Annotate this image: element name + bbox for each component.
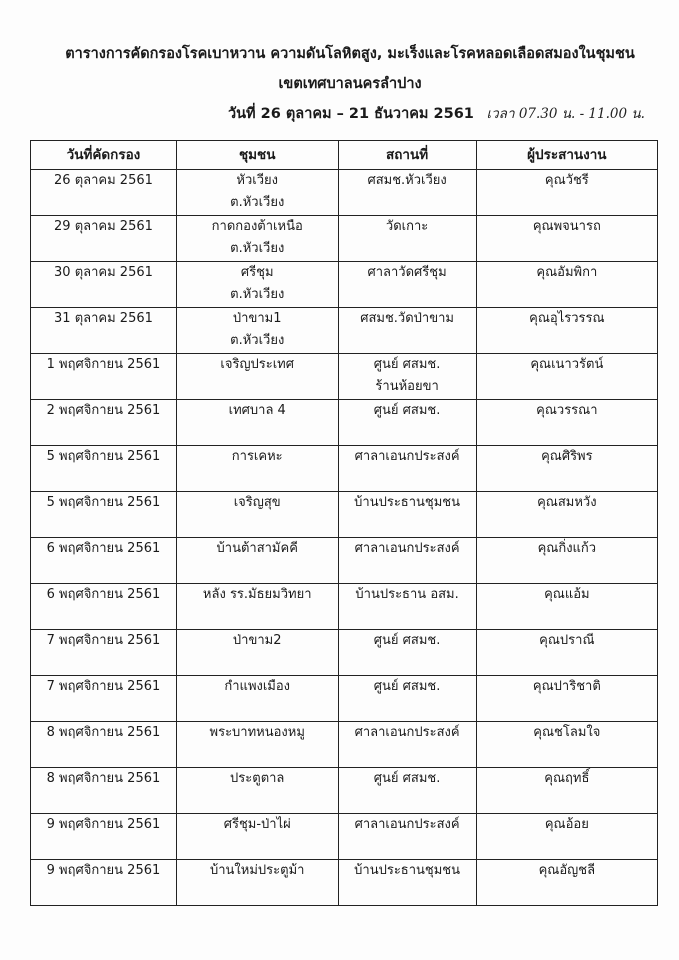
cell-place xyxy=(338,170,476,216)
cell-community-line: ประตูตาล xyxy=(230,771,285,786)
table-row xyxy=(31,262,658,308)
cell-date: 9 พฤศจิกายน 2561 xyxy=(31,860,177,906)
cell-place-line: ศูนย์ ศสมช. xyxy=(373,679,441,694)
table-body xyxy=(31,170,658,906)
cell-place xyxy=(338,768,476,814)
cell-community xyxy=(176,814,338,860)
cell-community xyxy=(176,308,338,354)
cell-community-line: เจริญสุข xyxy=(233,495,281,510)
document-subtitle: เขตเทศบาลนครลำปาง xyxy=(278,76,422,92)
cell-date: 26 ตุลาคม 2561 xyxy=(31,170,177,216)
cell-coordinator: คุณอัมพิกา xyxy=(476,262,657,308)
cell-coordinator: คุณอ้อย xyxy=(476,814,657,860)
document-title: ตารางการคัดกรองโรคเบาหวาน ความดันโลหิตสูง, มะเร็งและโรคหลอดเลือดสมองในชุมชน xyxy=(65,46,635,62)
cell-place-line: ศูนย์ ศสมช. xyxy=(373,357,441,372)
cell-coordinator: คุณอุไรวรรณ xyxy=(476,308,657,354)
table-row xyxy=(31,814,658,860)
cell-place xyxy=(338,584,476,630)
cell-community-line: หลัง รร.มัธยมวิทยา xyxy=(202,587,312,602)
cell-place xyxy=(338,216,476,262)
table-row xyxy=(31,492,658,538)
cell-community-line: เจริญประเทศ xyxy=(220,357,295,372)
table-row xyxy=(31,860,658,906)
table-row xyxy=(31,400,658,446)
table-row xyxy=(31,216,658,262)
cell-place-line: ศูนย์ ศสมช. xyxy=(373,403,441,418)
cell-place xyxy=(338,814,476,860)
cell-coordinator: คุณกิ่งแก้ว xyxy=(476,538,657,584)
cell-community-line: กาดกองต้าเหนือ xyxy=(211,219,303,234)
cell-community xyxy=(176,216,338,262)
cell-place-line: ศาลาเอนกประสงค์ xyxy=(354,817,460,832)
cell-community-line: ต.หัวเวียง xyxy=(230,195,285,210)
cell-date: 30 ตุลาคม 2561 xyxy=(31,262,177,308)
table-row xyxy=(31,630,658,676)
cell-place-line: บ้านประธาน อสม. xyxy=(355,587,459,602)
cell-community xyxy=(176,262,338,308)
cell-place xyxy=(338,354,476,400)
cell-community-line: ต.หัวเวียง xyxy=(230,333,285,348)
cell-coordinator: คุณวัชรี xyxy=(476,170,657,216)
cell-place xyxy=(338,262,476,308)
cell-community xyxy=(176,538,338,584)
cell-coordinator: คุณพจนารถ xyxy=(476,216,657,262)
cell-community xyxy=(176,446,338,492)
table-row xyxy=(31,584,658,630)
cell-date: 7 พฤศจิกายน 2561 xyxy=(31,630,177,676)
cell-community-line: ศรีชุม xyxy=(240,265,274,280)
cell-place xyxy=(338,308,476,354)
header-place: สถานที่ xyxy=(338,141,476,170)
cell-place xyxy=(338,722,476,768)
cell-place xyxy=(338,860,476,906)
cell-place-line: ศูนย์ ศสมช. xyxy=(373,633,441,648)
cell-coordinator: คุณศิริพร xyxy=(476,446,657,492)
cell-place xyxy=(338,446,476,492)
cell-community-line: บ้านต้าสามัคคี xyxy=(216,541,298,556)
cell-place xyxy=(338,676,476,722)
table-row xyxy=(31,538,658,584)
cell-community xyxy=(176,860,338,906)
cell-date: 1 พฤศจิกายน 2561 xyxy=(31,354,177,400)
cell-coordinator: คุณเนาวรัตน์ xyxy=(476,354,657,400)
cell-date: 7 พฤศจิกายน 2561 xyxy=(31,676,177,722)
cell-date: 6 พฤศจิกายน 2561 xyxy=(31,584,177,630)
handwritten-time-note: เวลา 07.30 น. - 11.00 น. xyxy=(486,106,645,122)
cell-date: 5 พฤศจิกายน 2561 xyxy=(31,492,177,538)
cell-place-line: บ้านประธานชุมชน xyxy=(354,495,461,510)
cell-community xyxy=(176,676,338,722)
header-community: ชุมชน xyxy=(176,141,338,170)
cell-place xyxy=(338,492,476,538)
cell-place xyxy=(338,538,476,584)
cell-date: 8 พฤศจิกายน 2561 xyxy=(31,768,177,814)
cell-place-line: วัดเกาะ xyxy=(385,219,429,234)
screening-schedule-table xyxy=(30,140,658,906)
cell-place-line: ศสมช.วัดป่าขาม xyxy=(360,311,454,326)
cell-place xyxy=(338,400,476,446)
cell-date: 8 พฤศจิกายน 2561 xyxy=(31,722,177,768)
cell-community xyxy=(176,722,338,768)
cell-place-line: ศาลาเอนกประสงค์ xyxy=(354,449,460,464)
cell-date: 31 ตุลาคม 2561 xyxy=(31,308,177,354)
cell-place-line: ศาลาเอนกประสงค์ xyxy=(354,541,460,556)
cell-community-line: เทศบาล 4 xyxy=(228,403,286,418)
cell-place-line: ศาลาวัดศรีชุม xyxy=(367,265,447,280)
cell-community-line: กำแพงเมือง xyxy=(224,679,291,694)
cell-place-line: ศูนย์ ศสมช. xyxy=(373,771,441,786)
date-range: วันที่ 26 ตุลาคม – 21 ธันวาคม 2561 xyxy=(228,106,474,122)
cell-date: 29 ตุลาคม 2561 xyxy=(31,216,177,262)
cell-coordinator: คุณวรรณา xyxy=(476,400,657,446)
cell-community-line: บ้านใหม่ประตูม้า xyxy=(209,863,305,878)
cell-community-line: ศรีชุม-ป่าไผ่ xyxy=(223,817,291,832)
cell-community-line: หัวเวียง xyxy=(236,173,278,188)
cell-community xyxy=(176,584,338,630)
table-row xyxy=(31,722,658,768)
cell-community-line: ป่าขาม2 xyxy=(232,633,282,648)
cell-community xyxy=(176,630,338,676)
cell-coordinator: คุณอัญชลี xyxy=(476,860,657,906)
cell-coordinator: คุณชโลมใจ xyxy=(476,722,657,768)
table-header-row xyxy=(31,141,658,170)
cell-date: 9 พฤศจิกายน 2561 xyxy=(31,814,177,860)
cell-place-line: ศาลาเอนกประสงค์ xyxy=(354,725,460,740)
cell-coordinator: คุณปาริชาติ xyxy=(476,676,657,722)
cell-place-line: ร้านห้อยขา xyxy=(375,379,439,394)
table-row xyxy=(31,308,658,354)
cell-place xyxy=(338,630,476,676)
cell-place-line: บ้านประธานชุมชน xyxy=(354,863,461,878)
table-row xyxy=(31,170,658,216)
cell-date: 2 พฤศจิกายน 2561 xyxy=(31,400,177,446)
cell-community xyxy=(176,768,338,814)
table-row xyxy=(31,676,658,722)
cell-community-line: ต.หัวเวียง xyxy=(230,287,285,302)
cell-community-line: การเคหะ xyxy=(231,449,283,464)
cell-place-line: ศสมช.หัวเวียง xyxy=(367,173,447,188)
table-row xyxy=(31,768,658,814)
cell-coordinator: คุณแอ้ม xyxy=(476,584,657,630)
cell-date: 6 พฤศจิกายน 2561 xyxy=(31,538,177,584)
cell-community-line: ป่าขาม1 xyxy=(232,311,282,326)
cell-date: 5 พฤศจิกายน 2561 xyxy=(31,446,177,492)
cell-coordinator: คุณปราณี xyxy=(476,630,657,676)
cell-community-line: พระบาทหนองหมู xyxy=(209,725,305,740)
cell-coordinator: คุณฤทธิ์ xyxy=(476,768,657,814)
table-row xyxy=(31,446,658,492)
cell-community xyxy=(176,170,338,216)
header-coordinator: ผู้ประสานงาน xyxy=(476,141,657,170)
cell-community-line: ต.หัวเวียง xyxy=(230,241,285,256)
header-date: วันที่คัดกรอง xyxy=(31,141,177,170)
table-row xyxy=(31,354,658,400)
cell-coordinator: คุณสมหวัง xyxy=(476,492,657,538)
cell-community xyxy=(176,354,338,400)
cell-community xyxy=(176,492,338,538)
cell-community xyxy=(176,400,338,446)
date-range-line xyxy=(228,102,645,125)
